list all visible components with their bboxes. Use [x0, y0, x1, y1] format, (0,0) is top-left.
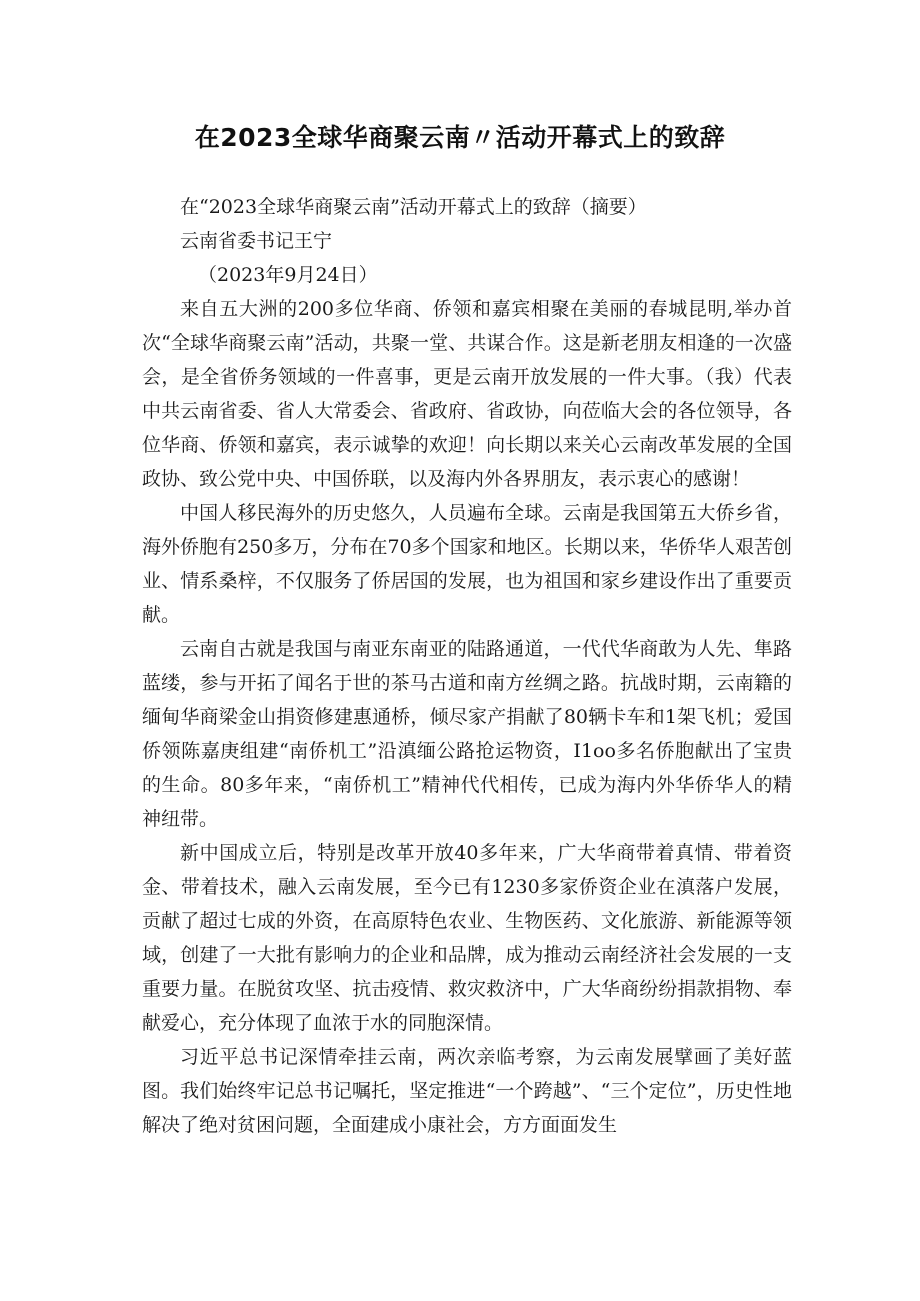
- paragraph: 来自五大洲的200多位华商、侨领和嘉宾相聚在美丽的春城昆明,举办首次“全球华商聚云南”活动，共聚一堂、共谋合作。这是新老朋友相逢的一次盛会，是全省侨务领域的一件喜事，更是云南开放发展的一件大事。（我）代表中共云南省委、省人大常委会、省政府、省政协，向莅临大会的各位领导，各位华商、侨领和嘉宾，表示诚挚的欢迎！向长期以来关心云南改革发展的全国政协、致公党中央、中国侨联，以及海内外各界朋友，表示衷心的感谢！: [142, 298, 792, 490]
- document-body: [142, 190, 792, 1142]
- document-title: 在2023全球华商聚云南〃活动开幕式上的致辞: [194, 123, 726, 152]
- paragraph: 云南自古就是我国与南亚东南亚的陆路通道，一代代华商敢为人先、隼路蓝缕，参与开拓了闻名于世的茶马古道和南方丝绸之路。抗战时期，云南籍的缅甸华商梁金山捐资修建惠通桥，倾尽家产捐献了80辆卡车和1架飞机；爱国侨领陈嘉庚组建“南侨机工”沿滇缅公路抢运物资，I1oo多名侨胞献出了宝贵的生命。80多年来，“南侨机工”精神代代相传，已成为海内外华侨华人的精神纽带。: [142, 638, 792, 830]
- document-date: （2023年9月24日）: [198, 264, 378, 286]
- paragraph: 新中国成立后，特别是改革开放40多年来，广大华商带着真情、带着资金、带着技术，融入云南发展，至今已有1230多家侨资企业在滇落户发展，贡献了超过七成的外资，在高原特色农业、生物医药、文化旅游、新能源等领域，创建了一大批有影响力的企业和品牌，成为推动云南经济社会发展的一支重要力量。在脱贫攻坚、抗击疫情、救灾救济中，广大华商纷纷捐款捐物、奉献爱心，充分体现了血浓于水的同胞深情。: [142, 842, 792, 1034]
- paragraph: 习近平总书记深情牵挂云南，两次亲临考察，为云南发展擘画了美好蓝图。我们始终牢记总书记嘱托，坚定推进“一个跨越”、“三个定位”，历史性地解决了绝对贫困问题，全面建成小康社会，方方面面发生: [142, 1046, 792, 1136]
- paragraph: 中国人移民海外的历史悠久，人员遍布全球。云南是我国第五大侨乡省，海外侨胞有250多万，分布在70多个国家和地区。长期以来，华侨华人艰苦创业、情系桑梓，不仅服务了侨居国的发展，也为祖国和家乡建设作出了重要贡献。: [142, 502, 792, 626]
- document-author: 云南省委书记王宁: [180, 230, 333, 252]
- document-subtitle: 在“2023全球华商聚云南”活动开幕式上的致辞（摘要）: [180, 196, 647, 218]
